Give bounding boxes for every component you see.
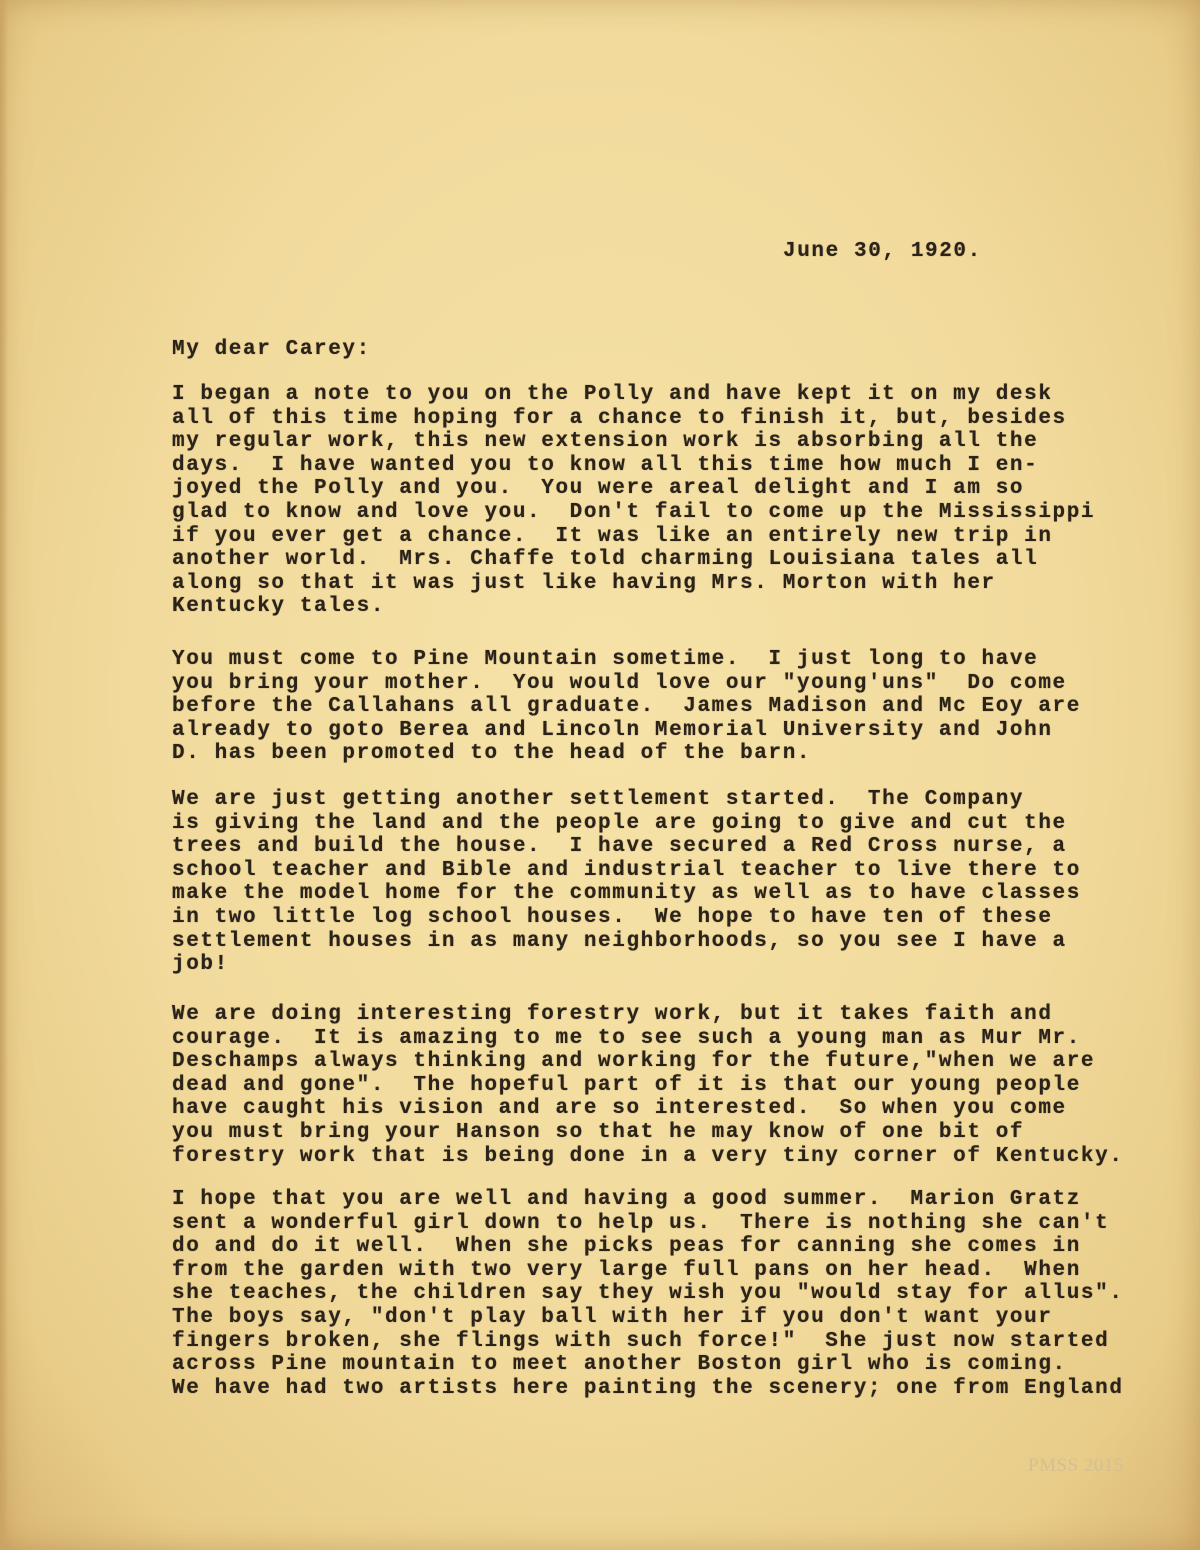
archive-watermark: PMSS 2015: [1028, 1455, 1124, 1476]
text-line: sent a wonderful girl down to help us. There is nothing she can't: [172, 1211, 1110, 1235]
text-line: dead and gone". The hopeful part of it is that our young people: [172, 1073, 1081, 1097]
text-line: fingers broken, she flings with such force!" She just now started: [172, 1329, 1110, 1353]
text-line: Kentucky tales.: [172, 595, 386, 619]
salutation: My dear Carey:: [172, 338, 371, 361]
text-line: do and do it well. When she picks peas for canning she comes in: [172, 1235, 1081, 1259]
paragraph-5: [172, 1188, 1124, 1400]
text-line: job!: [172, 953, 229, 977]
paragraph-1: [172, 383, 1095, 619]
letter-date: June 30, 1920.: [783, 240, 982, 263]
text-line: all of this time hoping for a chance to finish it, but, besides: [172, 406, 1067, 430]
text-line: We are doing interesting forestry work, but it takes faith and: [172, 1003, 1053, 1026]
text-line: already to goto Berea and Lincoln Memorial University and John: [172, 718, 1053, 742]
paper-edge: [0, 0, 8, 1550]
text-line: You must come to Pine Mountain sometime. I just long to have: [172, 648, 1039, 671]
text-line: you bring your mother. You would love our "young'uns" Do come: [172, 671, 1067, 695]
text-line: another world. Mrs. Chaffe told charming Louisiana tales all: [172, 548, 1039, 572]
text-line: joyed the Polly and you. You were areal delight and I am so: [172, 477, 1025, 501]
text-line: The boys say, "don't play ball with her if you don't want your: [172, 1305, 1053, 1329]
text-line: I began a note to you on the Polly and have kept it on my desk: [172, 383, 1053, 406]
paragraph-3: [172, 788, 1081, 977]
text-line: I hope that you are well and having a good summer. Marion Gratz: [172, 1188, 1081, 1211]
text-line: settlement houses in as many neighborhoods, so you see I have a: [172, 929, 1067, 953]
text-line: she teaches, the children say they wish you "would stay for allus".: [172, 1282, 1124, 1306]
text-line: before the Callahans all graduate. James Madison and Mc Eoy are: [172, 695, 1081, 719]
text-line: is giving the land and the people are going to give and cut the: [172, 811, 1067, 835]
paragraph-2: [172, 648, 1081, 766]
text-line: from the garden with two very large full pans on her head. When: [172, 1258, 1081, 1282]
text-line: trees and build the house. I have secured a Red Cross nurse, a: [172, 835, 1067, 859]
text-line: glad to know and love you. Don't fail to come up the Mississippi: [172, 500, 1096, 524]
text-line: We are just getting another settlement started. The Company: [172, 788, 1025, 811]
text-line: forestry work that is being done in a very tiny corner of Kentucky.: [172, 1144, 1124, 1168]
text-line: in two little log school houses. We hope to have ten of these: [172, 905, 1053, 929]
text-line: my regular work, this new extension work is absorbing all the: [172, 430, 1039, 454]
text-line: make the model home for the community as well as to have classes: [172, 882, 1081, 906]
text-line: courage. It is amazing to me to see such a young man as Mur Mr.: [172, 1026, 1081, 1050]
text-line: school teacher and Bible and industrial teacher to live there to: [172, 858, 1081, 882]
paragraph-4: [172, 1003, 1124, 1168]
text-line: you must bring your Hanson so that he may know of one bit of: [172, 1120, 1025, 1144]
text-line: Deschamps always thinking and working for the future,"when we are: [172, 1050, 1096, 1074]
text-line: days. I have wanted you to know all this time how much I en-: [172, 453, 1039, 477]
text-line: D. has been promoted to the head of the barn.: [172, 742, 812, 766]
text-line: along so that it was just like having Mrs. Morton with her: [172, 571, 996, 595]
text-line: if you ever get a chance. It was like an entirely new trip in: [172, 524, 1053, 548]
text-line: have caught his vision and are so interested. So when you come: [172, 1097, 1067, 1121]
text-line: We have had two artists here painting the scenery; one from England: [172, 1376, 1124, 1400]
text-line: across Pine mountain to meet another Boston girl who is coming.: [172, 1353, 1067, 1377]
